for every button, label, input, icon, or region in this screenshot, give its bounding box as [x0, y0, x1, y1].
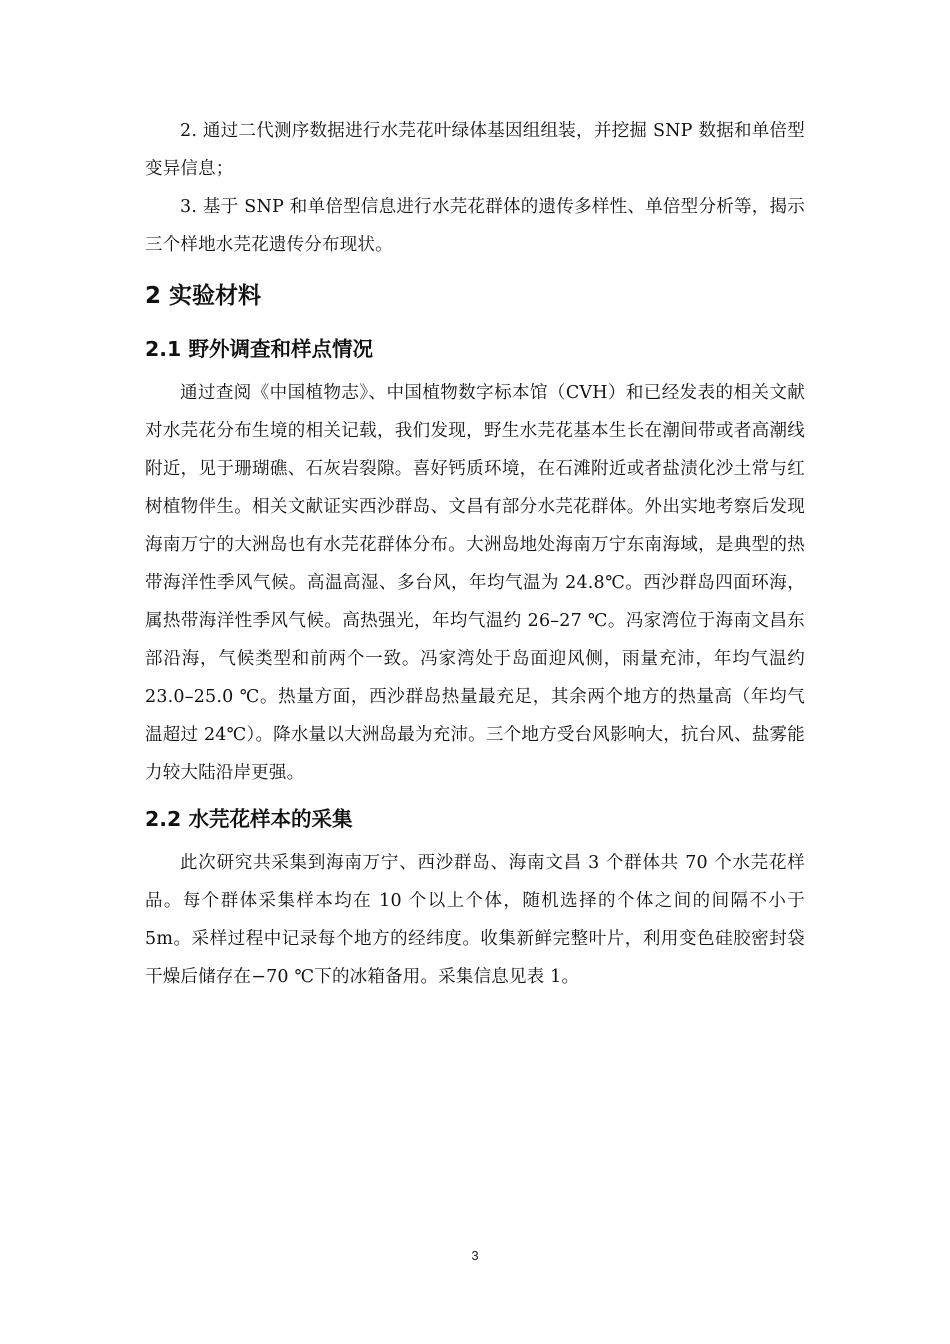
page-content [145, 112, 805, 996]
section-2-2-heading: 2.2 水芫花样本的采集 [145, 807, 353, 831]
section-2-1-paragraph: 通过查阅《中国植物志》、中国植物数字标本馆（CVH）和已经发表的相关文献对水芫花分布生境的相关记载，我们发现，野生水芫花基本生长在潮间带或者高潮线附近，见于珊瑚礁、石灰岩裂隙。喜好钙质环境，在石滩附近或者盐渍化沙土常与红树植物伴生。相关文献证实西沙群岛、文昌有部分水芫花群体。外出实地考察后发现海南万宁的大洲岛也有水芫花群体分布。大洲岛地处海南万宁东南海域，是典型的热带海洋性季风气候。高温高湿、多台风，年均气温为 24.8℃。西沙群岛四面环海，属热带海洋性季风气候。高热强光，年均气温约 26–27 ℃。冯家湾位于海南文昌东部沿海，气候类型和前两个一致。冯家湾处于岛面迎风侧，雨量充沛，年均气温约 23.0–25.0 ℃。热量方面，西沙群岛热量最充足，其余两个地方的热量高（年均气温超过 24℃）。降水量以大洲岛最为充沛。三个地方受台风影响大，抗台风、盐雾能力较大陆沿岸更强。 [145, 383, 805, 783]
page-number: 3 [471, 1248, 479, 1263]
objective-3-paragraph: 3. 基于 SNP 和单倍型信息进行水芫花群体的遗传多样性、单倍型分析等，揭示三个样地水芫花遗传分布现状。 [145, 197, 805, 255]
section-2-1-heading: 2.1 野外调查和样点情况 [145, 337, 373, 361]
objective-2-paragraph: 2. 通过二代测序数据进行水芫花叶绿体基因组组装，并挖掘 SNP 数据和单倍型变异信息； [145, 121, 805, 179]
section-2-heading: 2 实验材料 [145, 283, 262, 309]
section-2-2-paragraph: 此次研究共采集到海南万宁、西沙群岛、海南文昌 3 个群体共 70 个水芫花样品。每个群体采集样本均在 10 个以上个体，随机选择的个体之间的间隔不小于 5m。采样过程中记录每个地方的经纬度。收集新鲜完整叶片，利用变色硅胶密封袋干燥后储存在−70 ℃下的冰箱备用。采集信息见表 1。 [145, 853, 805, 987]
